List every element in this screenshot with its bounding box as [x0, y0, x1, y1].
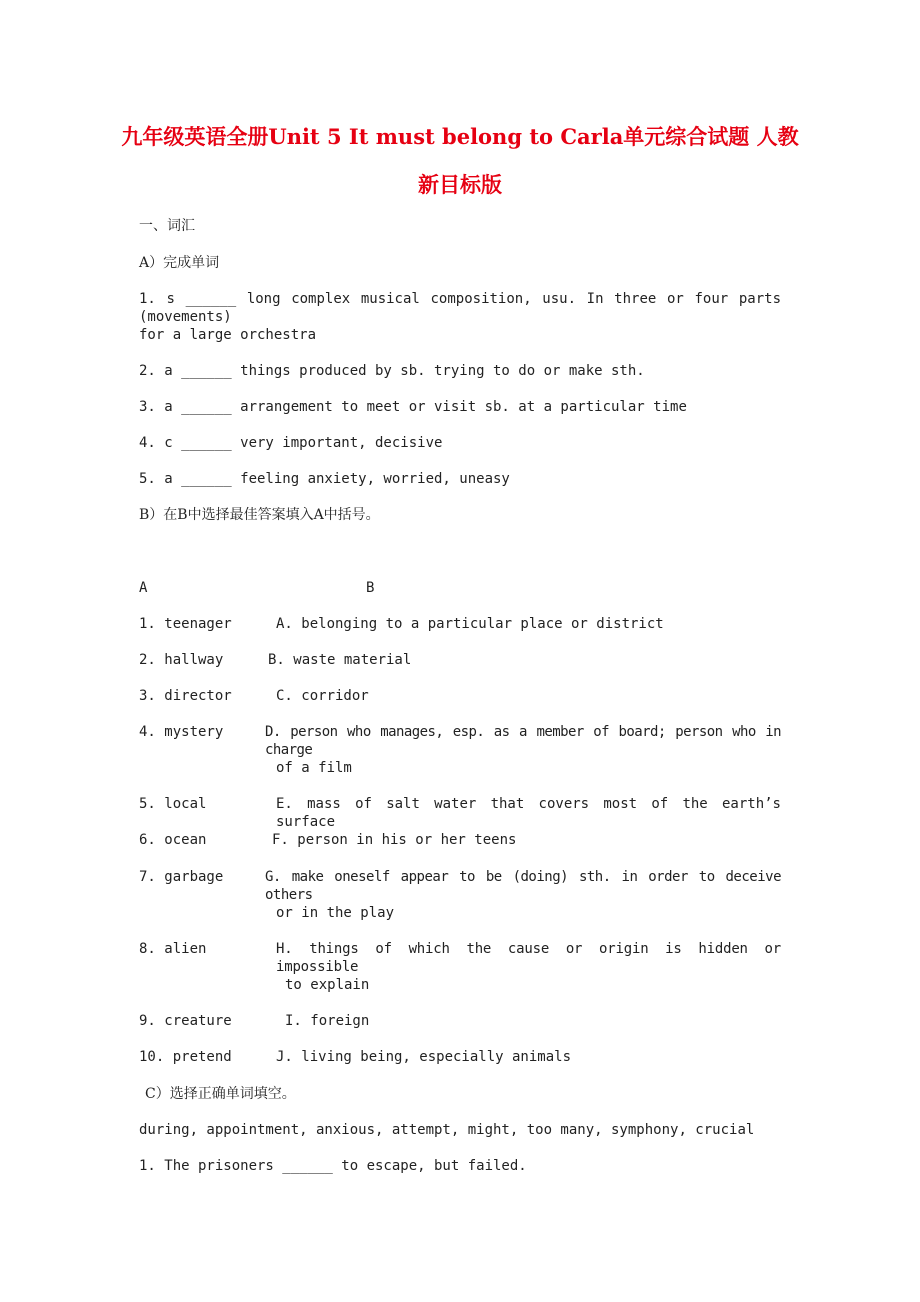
- match-b-5: E. mass of salt water that covers most of the earth’s surface: [276, 796, 781, 830]
- match-b-2: B. waste material: [268, 652, 412, 668]
- match-b-8: H. things of which the cause or origin is hidden or impossible: [276, 941, 781, 975]
- part-b-heading: B）在B中选择最佳答案填入A中括号。: [139, 507, 380, 523]
- doc-title-line1: 九年级英语全册Unit 5 It must belong to Carla单元综合试题 人教: [121, 124, 799, 149]
- match-a-8: 8. alien: [139, 941, 207, 957]
- match-a-5: 5. local: [139, 796, 207, 812]
- part-a-item-2: 2. a ______ things produced by sb. trying to do or make sth.: [139, 363, 645, 379]
- column-a-header: A: [139, 580, 148, 596]
- match-a-9: 9. creature: [139, 1013, 232, 1029]
- part-a-item-4: 4. c ______ very important, decisive: [139, 435, 443, 451]
- match-a-6: 6. ocean: [139, 832, 207, 848]
- match-a-2: 2. hallway: [139, 652, 224, 668]
- match-b-4-cont: of a film: [276, 760, 352, 776]
- match-b-1: A. belonging to a particular place or district: [276, 616, 664, 632]
- match-a-7: 7. garbage: [139, 869, 224, 885]
- part-a-item-1-line1: 1. s ______ long complex musical composition, usu. In three or four parts (movements): [139, 291, 781, 325]
- match-b-7: G. make oneself appear to be (doing) sth. in order to deceive others: [265, 869, 781, 903]
- part-c-item-1: 1. The prisoners ______ to escape, but failed.: [139, 1158, 527, 1174]
- word-bank: during, appointment, anxious, attempt, might, too many, symphony, crucial: [139, 1122, 755, 1138]
- match-a-3: 3. director: [139, 688, 232, 704]
- match-a-4: 4. mystery: [139, 724, 224, 740]
- match-b-8-cont: to explain: [285, 977, 370, 993]
- part-a-item-3: 3. a ______ arrangement to meet or visit sb. at a particular time: [139, 399, 687, 415]
- part-c-heading: C）选择正确单词填空。: [145, 1086, 296, 1102]
- column-b-header: B: [366, 580, 375, 596]
- match-b-3: C. corridor: [276, 688, 369, 704]
- part-a-item-1-line2: for a large orchestra: [139, 327, 317, 343]
- match-a-10: 10. pretend: [139, 1049, 232, 1065]
- match-a-1: 1. teenager: [139, 616, 232, 632]
- match-b-6: F. person in his or her teens: [272, 832, 517, 848]
- match-b-9: I. foreign: [285, 1013, 370, 1029]
- doc-title-line2: 新目标版: [418, 172, 502, 197]
- match-b-10: J. living being, especially animals: [276, 1049, 572, 1065]
- part-a-heading: A）完成单词: [139, 255, 220, 271]
- part-a-item-5: 5. a ______ feeling anxiety, worried, uneasy: [139, 471, 510, 487]
- section-heading: 一、词汇: [139, 218, 195, 234]
- match-b-7-cont: or in the play: [276, 905, 395, 921]
- match-b-4: D. person who manages, esp. as a member of board; person who in charge: [265, 724, 781, 758]
